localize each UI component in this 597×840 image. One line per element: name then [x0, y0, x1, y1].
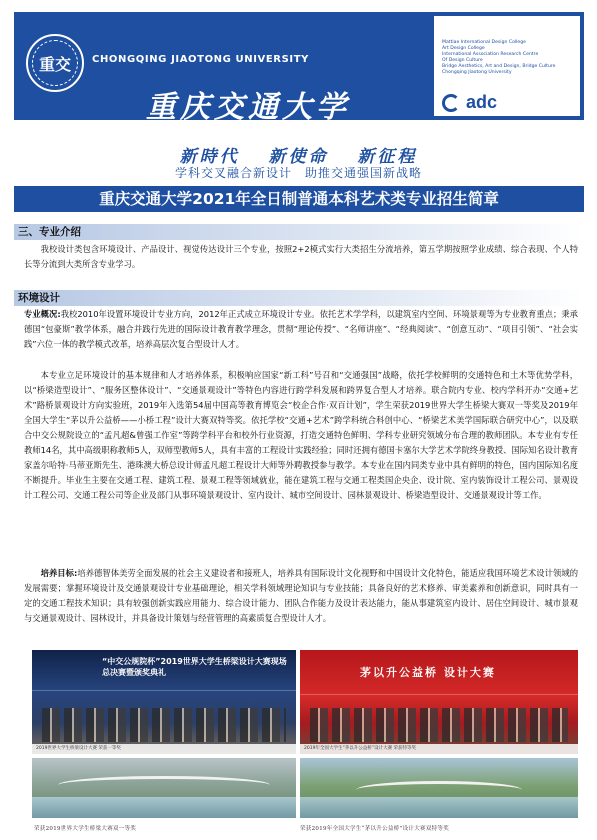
- overview-label: 专业概况:: [24, 309, 61, 319]
- adc-panel: [434, 16, 580, 116]
- env-detail-text: 本专业立足环境设计的基本规律和人才培养体系，积极响应国家“新工科”号召和“交通强国”战略，依托学校鲜明的交通特色和土木等优势学科，以“桥梁造型设计”、“服务区整体设计”、“交通景观设计”等特色内容进行跨学科发展和跨界复合型人才培养。联合院内专业、校内学科开办“交通+艺术”路桥景观设计方向实验班，2019年入选第54届中国高等教育博览会“校企合作·双百计划”，学生荣获2019世界大学生桥梁大赛双一等奖及2019年全国大学生“茅以升公益桥——小桥工程”设计大赛双特等奖。依托学校“交通+艺术”跨学科统合科创中心、“桥梁艺术美学国际联合研究中心”，以及联合中交公规院设立的“孟凡超&曾强工作室”等跨学科平台和校外行业资源，打造交通特色鲜明、学科专业研究领域分布合理的教师团队。本专业有专任教师14名，其中高级职称教师5人，双师型教师5人，具有丰富的工程设计实践经验；同时还拥有德国卡塞尔大学艺术学院终身教授、国际知名设计教育家盖尔哈特·马蒂亚斯先生、港珠澳大桥总设计师孟凡超工程设计大师等外聘教授参与教学。本专业在国内同类专业中具有鲜明的特色，国内国际知名度不断提升。毕业生主要在交通工程、建筑工程、景观工程等领域就业，能在建筑工程与交通工程类国企央企、设计院、室内装饰设计工程公司、景观设计工程公司、交通工程公司等企业及部门从事环境景观设计、室内设计、城市空间设计、园林景观设计、桥梁造型设计、交通景观设计等工作。: [24, 370, 578, 500]
- photo-banner-text: “中交公规院杯”2019世界大学生桥梁设计大赛现场总决赛暨颁奖典礼: [102, 657, 287, 677]
- award-group-photo: [42, 708, 286, 742]
- adc-line: Of Design Culture: [442, 58, 483, 63]
- adc-logo-text: adc: [466, 92, 498, 112]
- university-name-cn: 重庆交通大学: [146, 90, 350, 125]
- adc-line: Art Design College: [442, 46, 485, 51]
- emblem-text: 重交: [32, 40, 78, 86]
- bridge-arch-icon: [58, 776, 269, 794]
- adc-line: International Association Research Centre: [442, 52, 539, 57]
- slogan-secondary: 学科交叉融合新设计 助推交通强国新战略: [174, 166, 422, 180]
- adc-description: [442, 40, 576, 76]
- major-intro-text: 我校设计类包含环境设计、产品设计、视觉传达设计三个专业，按照2+2模式实行大类招生分流培养，第五学期按照学业成绩、综合表现、个人特长等分流到大类所含专业学习。: [24, 244, 578, 269]
- page-title: 重庆交通大学2021年全日制普通本科艺术类专业招生简章: [14, 186, 584, 212]
- swirl-logo-icon: [442, 94, 460, 112]
- overview-text: 我校2010年设置环境设计专业方向，2012年正式成立环境设计专业。依托艺术学学科，以建筑室内空间、环境景观等为专业教育重点；秉承德国“包豪斯”教学体系，融合并践行先进的国际设计教育教学理念，贯彻“理论传授”、“名师讲座”、“经典阅读”、“创意互动”、“项目引领”、“社会实践”六位一体的教学模式改革，培养高层次复合型设计人才。: [24, 309, 578, 349]
- bridge-render-left: [32, 758, 296, 818]
- env-goal: [24, 566, 578, 626]
- river-shape: [32, 797, 296, 818]
- adc-line: Mattiae International Design College: [442, 40, 526, 45]
- slogan-word: 新時代: [179, 147, 240, 167]
- slogan-word: 新征程: [357, 147, 418, 167]
- bridge-render-right: [300, 758, 578, 818]
- photo-caption-right: 荣获2019年全国大学生“茅以升公益桥”设计大赛双特等奖: [300, 826, 450, 832]
- goal-text: 培养德智体美劳全面发展的社会主义建设者和接班人，培养具有国际设计文化视野和中国设计文化特色，能适应我国环境艺术设计领域的发展需要；掌握环境设计及交通景观设计专业基础理论，相关学科领域理论知识与专业技能；具备良好的艺术修养、审美素养和创新意识，同时具有一定的交通工程技术知识；具有较强创新实践应用能力、综合设计能力、团队合作能力及设计表达能力，能从事建筑室内设计、居住空间设计、城市景观与交通景观设计、园林设计，并具备设计策划与经营管理的高素质复合型设计人才。: [24, 568, 578, 623]
- adc-logo: [442, 92, 497, 113]
- adc-line: Bridge Aesthetics, Art and Design, Bridge Culture: [442, 64, 556, 69]
- adc-line: Chongqing Jiaotong University: [442, 70, 512, 75]
- header-banner: [14, 12, 584, 125]
- award-photo-bridge-contest: [32, 650, 296, 754]
- award-photo-mao-yisheng: [300, 650, 578, 754]
- env-overview: [24, 307, 578, 352]
- award-group-photo: [310, 708, 568, 742]
- university-name-en: CHONGQING JIAOTONG UNIVERSITY: [92, 54, 309, 65]
- photo-caption-left: 荣获2019世界大学生桥梁大赛双一等奖: [34, 826, 137, 832]
- river-shape: [300, 797, 578, 818]
- slogan-word: 新使命: [268, 147, 329, 167]
- stage-line: [32, 690, 296, 691]
- section-heading-major: 三、专业介绍: [14, 224, 584, 240]
- photo-caption-strip: 2019年全国大学生“茅以升公益桥”设计大赛 荣获特等奖: [300, 744, 578, 754]
- photo-banner-text: 茅以升公益桥 设计大赛: [360, 666, 496, 679]
- university-emblem-icon: [26, 34, 84, 92]
- section-heading-env: 环境设计: [14, 290, 584, 306]
- stage-line: [300, 694, 578, 695]
- photo-caption-strip: 2019世界大学生桥梁设计大赛 荣获一等奖: [32, 744, 296, 754]
- goal-label: 培养目标:: [40, 568, 78, 578]
